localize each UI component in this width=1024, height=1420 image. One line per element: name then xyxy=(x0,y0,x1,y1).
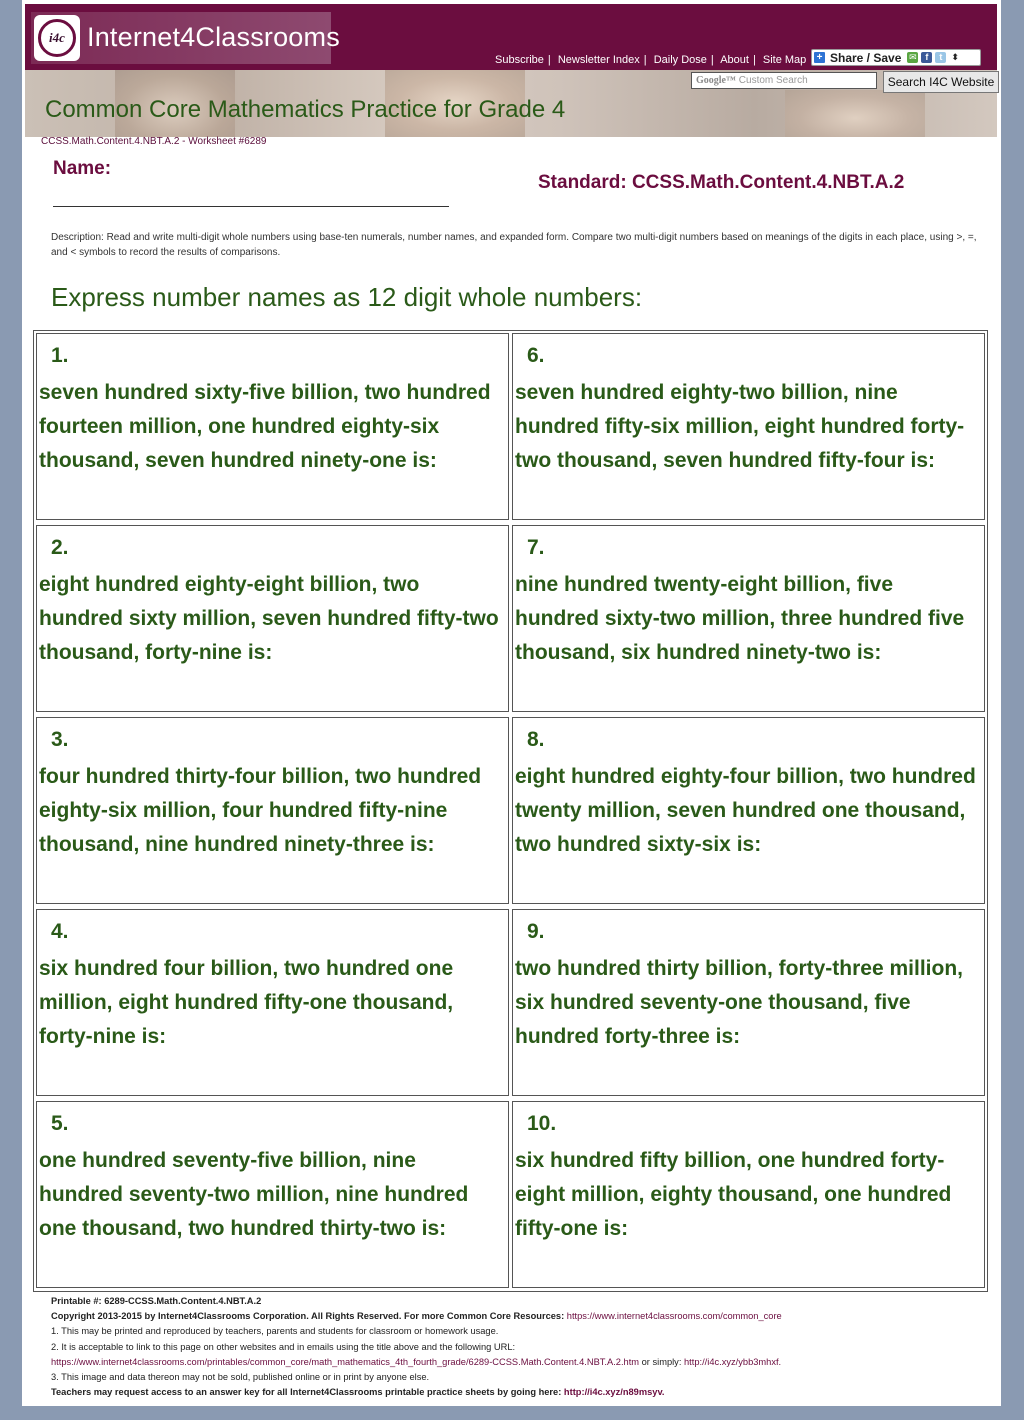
question-number: 4. xyxy=(51,920,69,943)
question-number: 7. xyxy=(527,536,545,559)
top-nav: Subscribe | Newsletter Index | Daily Dose | About | Site Map xyxy=(495,54,807,66)
footer-or-simply: or simply: xyxy=(639,1356,684,1367)
question-cell xyxy=(36,909,509,1096)
footer-teachers: Teachers may request access to an answer key for all Internet4Classrooms printable practice sheets by going here: xyxy=(51,1387,562,1398)
question-number: 6. xyxy=(527,344,545,367)
question-cell xyxy=(36,333,509,520)
site-logo[interactable] xyxy=(31,12,340,64)
logo-badge-label: i4c xyxy=(38,19,76,57)
footer xyxy=(51,1294,991,1400)
question-text: seven hundred eighty-two billion, nine hundred fifty-six million, eight hundred forty-two thousand, seven hundred fifty-four is: xyxy=(515,381,965,472)
twitter-icon: t xyxy=(935,52,946,63)
footer-line-2: 2. It is acceptable to link to this page on other websites and in emails using the title above and the following URL: xyxy=(51,1341,516,1352)
question-text: one hundred seventy-five billion, nine hundred seventy-two million, nine hundred one thousand, two hundred thirty-two is: xyxy=(39,1149,469,1240)
logo-badge-icon xyxy=(34,15,80,61)
search-input[interactable] xyxy=(691,72,877,89)
question-text: nine hundred twenty-eight billion, five hundred sixty-two million, three hundred five thousand, six hundred ninety-two is: xyxy=(515,573,965,664)
footer-answer-key-link[interactable]: http://i4c.xyz/n89msyv. xyxy=(563,1387,665,1398)
footer-line-3: 3. This image and data thereon may not be sold, published online or in print by anyone else. xyxy=(51,1372,430,1383)
question-number: 5. xyxy=(51,1112,69,1135)
worksheet-heading: Express number names as 12 digit whole numbers: xyxy=(51,282,643,312)
banner-photo xyxy=(785,90,925,137)
question-text: seven hundred sixty-five billion, two hundred fourteen million, one hundred eighty-six thousand, seven hundred ninety-one is: xyxy=(39,381,491,472)
question-text: eight hundred eighty-eight billion, two hundred sixty million, seven hundred fifty-two thousand, forty-nine is: xyxy=(39,573,499,664)
page xyxy=(22,0,1001,1406)
question-text: six hundred fifty billion, one hundred forty-eight million, eighty thousand, one hundred fifty-one is: xyxy=(515,1149,952,1240)
question-grid xyxy=(33,330,988,1292)
question-cell xyxy=(512,909,985,1096)
nav-link-subscribe[interactable]: Subscribe xyxy=(495,54,544,66)
question-number: 1. xyxy=(51,344,69,367)
description: Description: Read and write multi-digit whole numbers using base-ten numerals, number names, and expanded form. Compare two multi-digit numbers based on meanings of the digits in each place, using >, =, and < symbols to record the results of comparisons. xyxy=(51,232,977,258)
header-bar xyxy=(25,4,997,70)
question-text: six hundred four billion, two hundred one million, eight hundred fifty-one thousand, forty-nine is: xyxy=(39,957,454,1048)
footer-long-url-link[interactable]: https://www.internet4classrooms.com/printables/common_core/math_mathematics_4th_fourth_grade/6289-CCSS.Math.Content.4.NBT.A.2.htm xyxy=(51,1356,640,1367)
standard-label: Standard: CCSS.Math.Content.4.NBT.A.2 xyxy=(538,172,905,193)
footer-short-url-link[interactable]: http://i4c.xyz/ybb3mhxf. xyxy=(684,1356,782,1367)
search-placeholder: Custom Search xyxy=(738,75,808,86)
share-save-label: Share / Save xyxy=(830,50,902,65)
question-cell xyxy=(512,333,985,520)
banner xyxy=(25,70,997,137)
name-label: Name: xyxy=(53,158,112,179)
worksheet-id: CCSS.Math.Content.4.NBT.A.2 - Worksheet #6289 xyxy=(41,136,267,147)
nav-link-newsletter-index[interactable]: Newsletter Index xyxy=(557,54,640,66)
share-plus-icon: + xyxy=(814,52,825,63)
nav-link-daily-dose[interactable]: Daily Dose xyxy=(653,54,707,66)
question-number: 10. xyxy=(527,1112,557,1135)
share-save-button[interactable] xyxy=(811,49,981,66)
question-number: 3. xyxy=(51,728,69,751)
question-cell xyxy=(512,1101,985,1288)
search-button[interactable]: Search I4C Website xyxy=(883,71,999,93)
nav-link-site-map[interactable]: Site Map xyxy=(762,54,807,66)
question-cell xyxy=(36,525,509,712)
footer-copyright: Copyright 2013-2015 by Internet4Classrooms Corporation. All Rights Reserved. For more Common Core Resources: xyxy=(51,1311,565,1322)
page-title: Common Core Mathematics Practice for Grade 4 xyxy=(45,96,566,123)
question-number: 2. xyxy=(51,536,69,559)
question-text: eight hundred eighty-four billion, two hundred twenty million, seven hundred one thousand, two hundred sixty-six is: xyxy=(515,765,976,856)
share-email-icon: ✉ xyxy=(909,52,917,62)
chevron-updown-icon: ⬍ xyxy=(951,52,959,62)
logo-text: Internet4Classrooms xyxy=(87,22,340,52)
footer-line-1: 1. This may be printed and reproduced by teachers, parents and students for classroom or homework usage. xyxy=(51,1326,499,1337)
footer-printable: Printable #: 6289-CCSS.Math.Content.4.NBT.A.2 xyxy=(51,1296,262,1306)
question-cell xyxy=(512,525,985,712)
question-cell xyxy=(512,717,985,904)
footer-common-core-link[interactable]: https://www.internet4classrooms.com/common_core xyxy=(566,1311,782,1322)
question-number: 8. xyxy=(527,728,545,751)
facebook-icon: f xyxy=(921,52,932,63)
question-cell xyxy=(36,717,509,904)
question-number: 9. xyxy=(527,920,545,943)
nav-link-about[interactable]: About xyxy=(720,54,749,66)
name-line xyxy=(53,206,449,207)
question-text: four hundred thirty-four billion, two hundred eighty-six million, four hundred fifty-nine thousand, nine hundred ninety-three is: xyxy=(39,765,482,856)
question-cell xyxy=(36,1101,509,1288)
question-text: two hundred thirty billion, forty-three million, six hundred seventy-one thousand, five hundred forty-three is: xyxy=(515,957,963,1048)
google-logo: Google™ xyxy=(696,75,736,86)
